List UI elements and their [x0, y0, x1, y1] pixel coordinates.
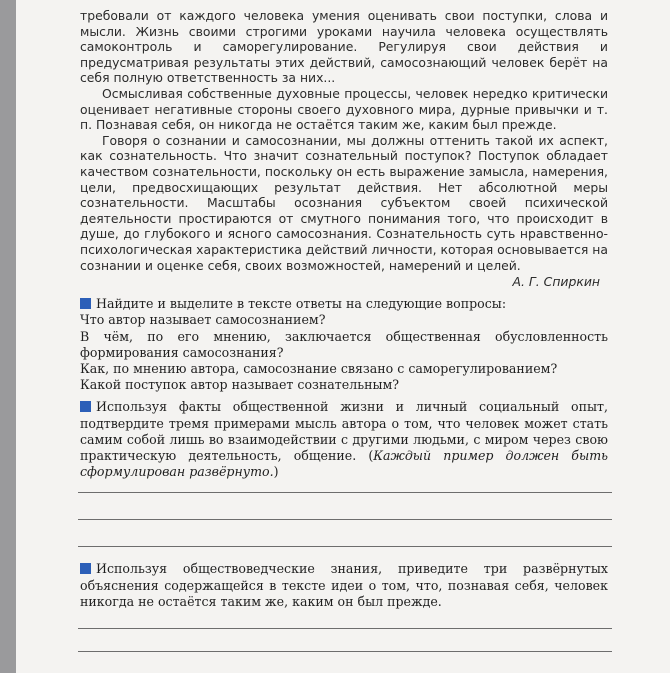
question-4: Какой поступок автор называет сознательным?	[80, 377, 400, 393]
task-2-italic-note: Каждый пример должен быть сформулирован развёрнуто.	[80, 447, 608, 480]
answer-line[interactable]	[78, 546, 612, 547]
task-2	[80, 399, 608, 480]
task-3	[80, 561, 608, 610]
task-3-text	[80, 561, 608, 610]
task-marker-icon	[80, 298, 91, 309]
workbook-page	[16, 0, 670, 673]
task-marker-icon	[80, 401, 91, 412]
task-2-body: Используя факты общественной жизни и личный социальный опыт, подтвердите тремя примерами мысль автора о том, что человек может стать самим собой лишь во взаимодействии с другими людьми, с миром через свою практическую деятельность, общение. (	[80, 399, 608, 463]
task-1	[80, 296, 608, 393]
task-1-intro-text: Найдите и выделите в тексте ответы на следующие вопросы:	[96, 296, 507, 312]
text-paragraph-2: Осмысливая собственные духовные процессы, человек нередко критически оценивает негативные стороны своего духовного мира, дурные привычки и т. п. Познавая себя, он никогда не остаётся таким же, каким был прежде.	[80, 85, 608, 133]
task-2-close: )	[273, 464, 279, 480]
answer-line[interactable]	[78, 651, 612, 652]
author-signature: А. Г. Спиркин	[512, 274, 600, 290]
task-2-text	[80, 399, 608, 480]
answer-lines-task-3	[80, 628, 608, 652]
task-3-body: Используя обществоведческие знания, приведите три развёрнутых объяснения содержащейся в тексте идеи о том, что, познавая себя, человек никогда не остаётся таким же, каким он был прежде.	[80, 561, 608, 609]
text-paragraph-1: требовали от каждого человека умения оценивать свои поступки, слова и мысли. Жизнь своими строгими уроками научила человека осуществлять самоконтроль и саморегулирование. Регулируя свои действия и предусматривая результаты этих действий, самосознающий человек берёт на себя полную ответственность за них...	[80, 8, 608, 86]
question-2: В чём, по его мнению, заключается общественная обусловленность формирования самосознания?	[80, 328, 608, 360]
task-1-intro	[80, 296, 608, 312]
task-marker-icon	[80, 563, 91, 574]
question-1: Что автор называет самосознанием?	[80, 312, 326, 328]
page-content	[80, 8, 608, 652]
question-3: Как, по мнению автора, самосознание связано с саморегулированием?	[80, 360, 558, 376]
text-paragraph-3: Говоря о сознании и самосознании, мы должны оттенить такой их аспект, как сознательность. Что значит сознательный поступок? Поступок обладает качеством сознательности, поскольку он есть выражение замысла, намерения, цели, предвосхищающих результат действия. Нет абсолютной меры сознательности. Масштабы осознания субъектом своей психической деятельности простираются от смутного понимания того, что происходит в душе, до глубокого и ясного самосознания. Сознательность суть нравственно-психологическая характеристика действий личности, которая основывается на сознании и оценке себя, своих возможностей, намерений и целей.	[80, 132, 608, 273]
answer-lines-task-2	[80, 492, 608, 547]
